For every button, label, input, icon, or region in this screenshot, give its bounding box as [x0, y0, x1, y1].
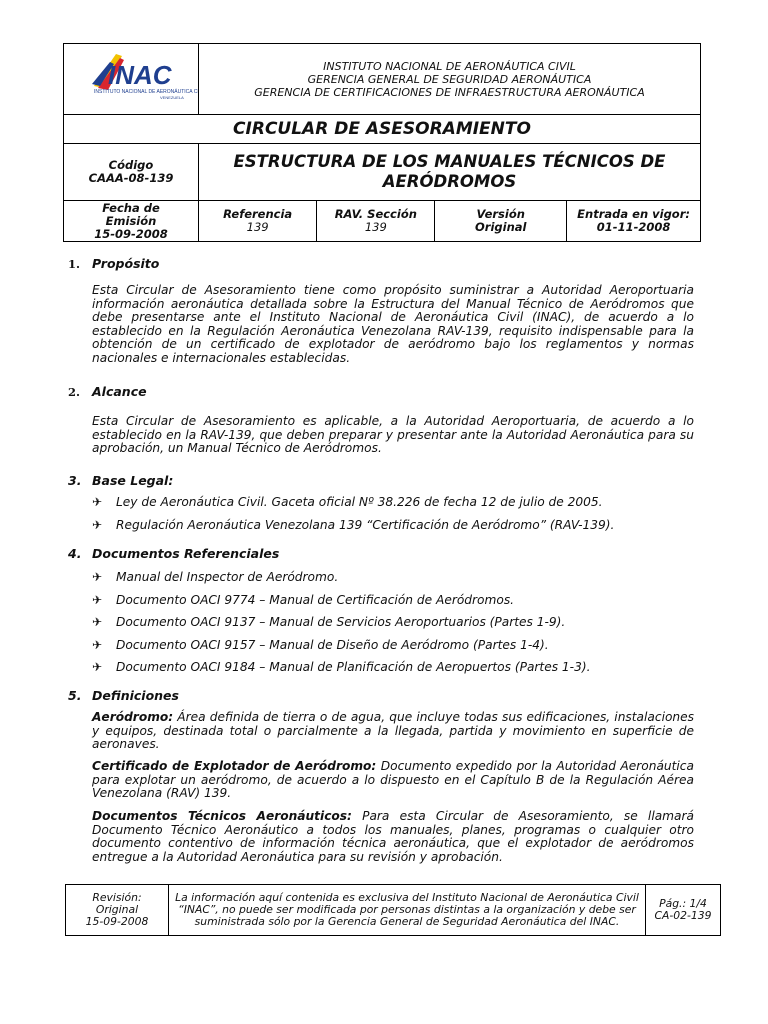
logo-subtitle: INSTITUTO NACIONAL DE AERONÁUTICA CIVIL — [94, 89, 198, 95]
inac-logo — [64, 44, 199, 115]
list-item-text: Documento OACI 9137 – Manual de Servicios Aeroportuarios (Partes 1-9). — [116, 615, 566, 629]
rav-section-cell — [317, 201, 435, 242]
document-type: CIRCULAR DE ASESORAMIENTO — [64, 115, 701, 144]
revision-date: 15-09-2008 — [85, 915, 149, 928]
list-item-text: Documento OACI 9184 – Manual de Planificación de Aeropuertos (Partes 1-3). — [116, 660, 591, 674]
issue-date-cell — [64, 201, 199, 242]
issue-date-label: Fecha de — [102, 200, 160, 215]
reference-cell — [199, 201, 317, 242]
reference-value: 139 — [246, 220, 269, 234]
definition-text: Área definida de tierra o de agua, que incluye todas sus edificaciones, instalaciones y equipos, destinada total o parcialmente a la llegada, partida y movimiento en superficie de aeronaves. — [92, 710, 694, 751]
document-header — [63, 43, 701, 242]
list-item-text: Documento OACI 9157 – Manual de Diseño de Aeródromo (Partes 1-4). — [116, 638, 549, 652]
version-value: Original — [475, 220, 527, 234]
definition-text: Para esta Circular de Asesoramiento, se llamará Documento Técnico Aeronáutico a todos los manuales, planes, programas o cualquier otro documento contentivo de información técnica aeronáutica, que el explotador de aeródromos entregue a la Autoridad Aeronáutica para su revisión y aprobación. — [92, 809, 694, 864]
list-item — [92, 638, 549, 652]
code-label: Código — [108, 158, 154, 172]
list-item — [92, 593, 514, 607]
institution-line: GERENCIA DE CERTIFICACIONES DE INFRAESTRUCTURA AERONÁUTICA — [254, 85, 645, 99]
institution-line: INSTITUTO NACIONAL DE AERONÁUTICA CIVIL — [323, 59, 576, 73]
issue-date-label: Emisión — [105, 213, 157, 228]
plane-icon: ✈ — [92, 660, 103, 674]
section-number: 3. — [68, 473, 82, 488]
institution-line: GERENCIA GENERAL DE SEGURIDAD AERONÁUTICA — [307, 72, 592, 86]
section-paragraph: Esta Circular de Asesoramiento tiene como propósito suministrar a Autoridad Aeroportuaria información aeronáutica detallada sobre la Estructura del Manual Técnico de Aeródromos que debe presentarse ante el Instituto Nacional de Aeronáutica Civil (INAC), de acuerdo a lo establecido en la Regulación Aeronáutica Venezolana RAV-139, requisito indispensable para la obtención de un certificado de explotador de aeródromo bajo los reglamentos y normas nacionales e internacionales establecidas. — [92, 283, 694, 365]
section-number: 5. — [68, 688, 82, 703]
section-title: Base Legal: — [92, 473, 174, 488]
revision-cell — [66, 885, 169, 936]
plane-icon: ✈ — [92, 495, 103, 509]
definition — [92, 810, 694, 864]
rav-section-label: RAV. Sección — [334, 207, 417, 221]
section-title: Alcance — [92, 384, 147, 399]
list-item — [92, 570, 338, 584]
section-heading-definiciones — [68, 688, 179, 703]
version-cell — [435, 201, 567, 242]
section-title: Propósito — [92, 256, 160, 271]
effective-date-cell — [567, 201, 701, 242]
section-heading-alcance — [68, 384, 147, 399]
list-item-text: Documento OACI 9774 – Manual de Certificación de Aeródromos. — [116, 593, 515, 607]
plane-icon: ✈ — [92, 615, 103, 629]
definition-term: Documentos Técnicos Aeronáuticos: — [92, 809, 352, 823]
title-line: ESTRUCTURA DE LOS MANUALES TÉCNICOS DE — [233, 152, 666, 171]
code-cell — [64, 144, 199, 201]
logo-country: VENEZUELA — [160, 95, 184, 100]
effective-date-label: Entrada en vigor: — [577, 207, 690, 221]
plane-icon: ✈ — [92, 518, 103, 532]
institution-lines — [199, 44, 701, 115]
section-number: 2. — [68, 385, 81, 399]
confidentiality-notice: La información aquí contenida es exclusiva del Instituto Nacional de Aeronáutica Civil “INAC”, no puede ser modificada por personas distintas a la organización y debe ser suministrada sólo por la Gerencia General de Seguridad Aeronáutica del INAC. — [169, 885, 646, 936]
inac-logo-icon — [64, 44, 198, 110]
list-item — [92, 495, 603, 509]
section-title: Definiciones — [92, 688, 179, 703]
definition-term: Certificado de Explotador de Aeródromo: — [92, 759, 377, 773]
list-item — [92, 660, 590, 674]
section-title: Documentos Referenciales — [92, 546, 280, 561]
list-item-text: Manual del Inspector de Aeródromo. — [116, 570, 339, 584]
definition-term: Aeródromo: — [92, 710, 174, 724]
logo-wordmark: INAC — [108, 60, 172, 90]
list-item-text: Regulación Aeronáutica Venezolana 139 “Certificación de Aeródromo” (RAV-139). — [116, 518, 615, 532]
section-paragraph: Esta Circular de Asesoramiento es aplicable, a la Autoridad Aeroportuaria, de acuerdo a lo establecido en la RAV-139, que deben preparar y presentar ante la Autoridad Aeronáutica para su aprobación, un Manual Técnico de Aeródromos. — [92, 414, 694, 455]
effective-date-value: 01-11-2008 — [596, 220, 671, 234]
section-heading-base-legal — [68, 473, 173, 488]
definition — [92, 760, 694, 801]
list-item-text: Ley de Aeronáutica Civil. Gaceta oficial Nº 38.226 de fecha 12 de julio de 2005. — [116, 495, 603, 509]
document-footer — [65, 884, 721, 936]
plane-icon: ✈ — [92, 638, 103, 652]
revision-label: Revisión: — [92, 891, 142, 904]
page-cell — [646, 885, 721, 936]
page-number: Pág.: 1/4 — [659, 897, 707, 910]
issue-date-value: 15-09-2008 — [94, 226, 168, 241]
section-heading-proposito — [68, 256, 159, 271]
reference-label: Referencia — [223, 207, 293, 221]
definition-text: Documento expedido por la Autoridad Aeronáutica para explotar un aeródromo, de acuerdo a lo dispuesto en el Capítulo B de la Regulación Aérea Venezolana (RAV) 139. — [92, 759, 694, 800]
code-value: CAAA-08-139 — [88, 171, 174, 185]
section-heading-documentos — [68, 546, 279, 561]
definition — [92, 711, 694, 752]
plane-icon: ✈ — [92, 593, 103, 607]
section-number: 4. — [68, 546, 82, 561]
title-line: AERÓDROMOS — [382, 172, 517, 191]
form-code: CA-02-139 — [654, 909, 712, 922]
list-item — [92, 518, 614, 532]
list-item — [92, 615, 565, 629]
version-label: Versión — [476, 207, 525, 221]
document-title — [199, 144, 701, 201]
plane-icon: ✈ — [92, 570, 103, 584]
section-number: 1. — [68, 257, 81, 271]
rav-section-value: 139 — [364, 220, 387, 234]
revision-value: Original — [95, 903, 139, 916]
